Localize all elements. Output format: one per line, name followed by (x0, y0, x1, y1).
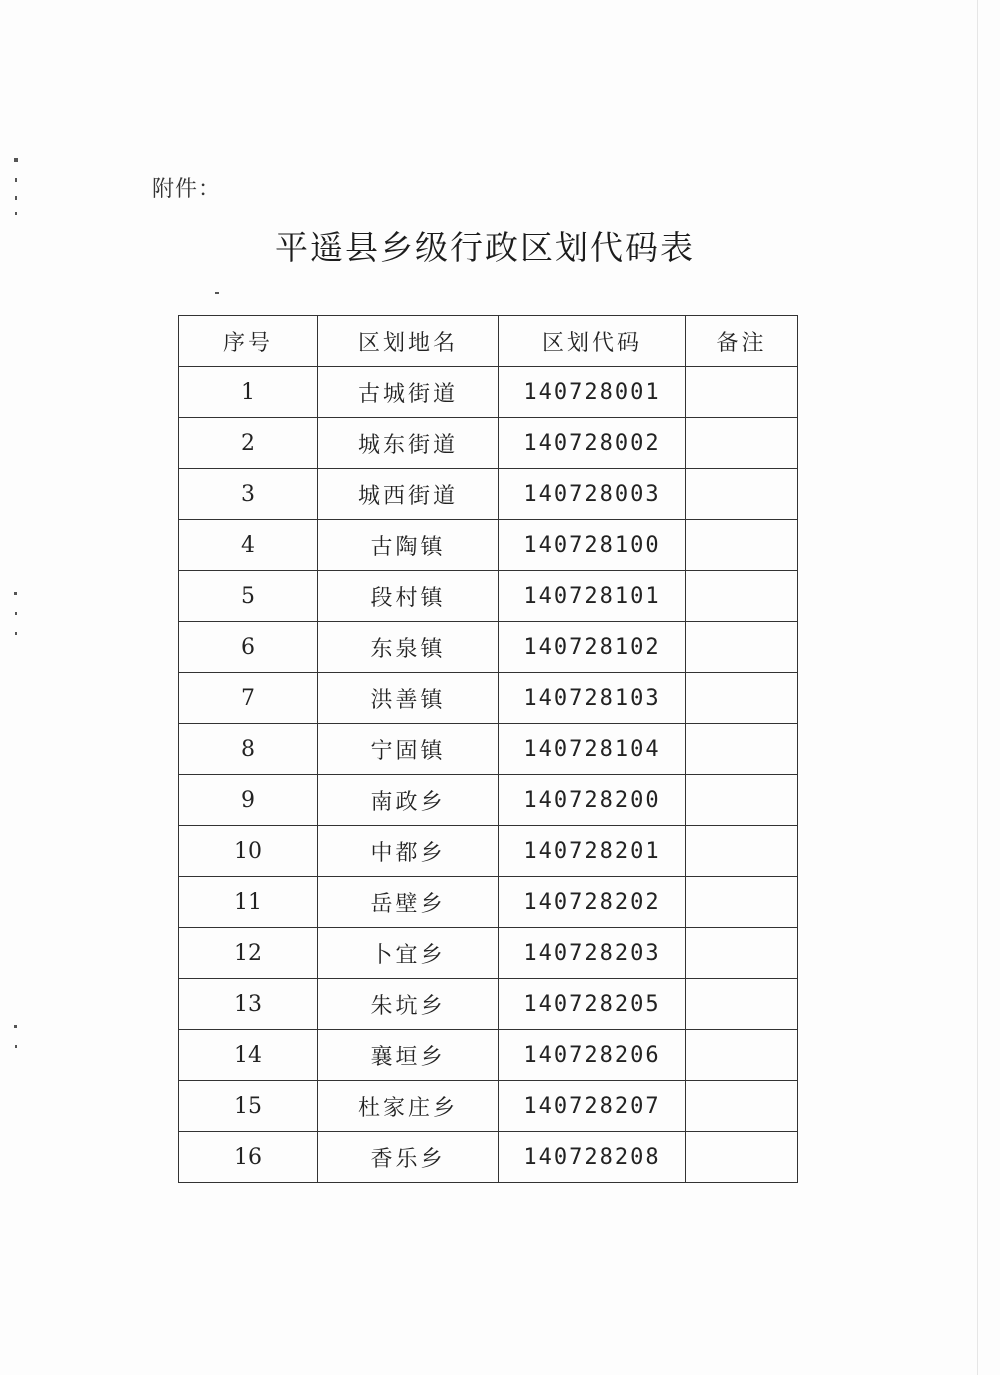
cell-name: 古陶镇 (318, 520, 499, 571)
cell-no: 7 (179, 673, 318, 724)
table-row (179, 520, 798, 571)
cell-code: 140728202 (499, 877, 686, 928)
table-row (179, 1030, 798, 1081)
scan-speck (14, 1025, 17, 1028)
cell-name: 朱坑乡 (318, 979, 499, 1030)
cell-no: 16 (179, 1132, 318, 1183)
cell-note (686, 724, 798, 775)
cell-no: 3 (179, 469, 318, 520)
cell-code: 140728003 (499, 469, 686, 520)
cell-note (686, 520, 798, 571)
cell-name: 卜宜乡 (318, 928, 499, 979)
scan-speck (15, 178, 17, 182)
cell-no: 8 (179, 724, 318, 775)
cell-no: 6 (179, 622, 318, 673)
cell-note (686, 418, 798, 469)
header-note: 备注 (686, 316, 798, 367)
table-row (179, 571, 798, 622)
cell-note (686, 622, 798, 673)
cell-name: 古城街道 (318, 367, 499, 418)
cell-code: 140728203 (499, 928, 686, 979)
header-name: 区划地名 (318, 316, 499, 367)
cell-name: 宁固镇 (318, 724, 499, 775)
cell-no: 5 (179, 571, 318, 622)
table-row (179, 622, 798, 673)
cell-code: 140728002 (499, 418, 686, 469)
scan-edge-line (977, 0, 978, 1375)
scan-speck (15, 212, 17, 215)
table-body (179, 367, 798, 1183)
header-code: 区划代码 (499, 316, 686, 367)
table-row (179, 979, 798, 1030)
cell-note (686, 877, 798, 928)
cell-note (686, 469, 798, 520)
table-row (179, 673, 798, 724)
cell-no: 2 (179, 418, 318, 469)
table-row (179, 724, 798, 775)
table-header-row (179, 316, 798, 367)
cell-no: 13 (179, 979, 318, 1030)
cell-note (686, 928, 798, 979)
cell-code: 140728101 (499, 571, 686, 622)
table-row (179, 877, 798, 928)
cell-name: 段村镇 (318, 571, 499, 622)
cell-code: 140728207 (499, 1081, 686, 1132)
table-row (179, 1081, 798, 1132)
cell-no: 12 (179, 928, 318, 979)
cell-code: 140728205 (499, 979, 686, 1030)
cell-no: 14 (179, 1030, 318, 1081)
cell-code: 140728103 (499, 673, 686, 724)
cell-code: 140728200 (499, 775, 686, 826)
cell-no: 1 (179, 367, 318, 418)
cell-code: 140728100 (499, 520, 686, 571)
division-code-table (178, 315, 798, 1183)
table-row (179, 928, 798, 979)
cell-name: 杜家庄乡 (318, 1081, 499, 1132)
cell-no: 11 (179, 877, 318, 928)
cell-name: 南政乡 (318, 775, 499, 826)
cell-note (686, 571, 798, 622)
cell-note (686, 1030, 798, 1081)
scan-speck (14, 158, 18, 162)
cell-code: 140728208 (499, 1132, 686, 1183)
document-title: 平遥县乡级行政区划代码表 (275, 228, 695, 267)
cell-code: 140728102 (499, 622, 686, 673)
table-row (179, 469, 798, 520)
cell-name: 襄垣乡 (318, 1030, 499, 1081)
cell-note (686, 775, 798, 826)
cell-name: 洪善镇 (318, 673, 499, 724)
cell-note (686, 1081, 798, 1132)
scan-speck (15, 632, 17, 635)
table-row (179, 418, 798, 469)
scan-speck (15, 1045, 17, 1048)
cell-name: 东泉镇 (318, 622, 499, 673)
cell-note (686, 673, 798, 724)
cell-code: 140728206 (499, 1030, 686, 1081)
cell-no: 9 (179, 775, 318, 826)
scan-speck (15, 612, 17, 615)
scan-speck (14, 592, 17, 595)
cell-no: 4 (179, 520, 318, 571)
cell-note (686, 367, 798, 418)
cell-note (686, 979, 798, 1030)
cell-name: 城东街道 (318, 418, 499, 469)
scan-speck (15, 196, 17, 200)
cell-name: 城西街道 (318, 469, 499, 520)
table-row (179, 367, 798, 418)
cell-no: 10 (179, 826, 318, 877)
cell-name: 岳壁乡 (318, 877, 499, 928)
table-row (179, 826, 798, 877)
cell-note (686, 826, 798, 877)
header-no: 序号 (179, 316, 318, 367)
table-row (179, 1132, 798, 1183)
cell-name: 香乐乡 (318, 1132, 499, 1183)
table-row (179, 775, 798, 826)
cell-note (686, 1132, 798, 1183)
cell-code: 140728001 (499, 367, 686, 418)
cell-code: 140728104 (499, 724, 686, 775)
scan-speck (215, 292, 219, 294)
cell-code: 140728201 (499, 826, 686, 877)
attachment-label: 附件： (152, 177, 222, 202)
cell-no: 15 (179, 1081, 318, 1132)
cell-name: 中都乡 (318, 826, 499, 877)
